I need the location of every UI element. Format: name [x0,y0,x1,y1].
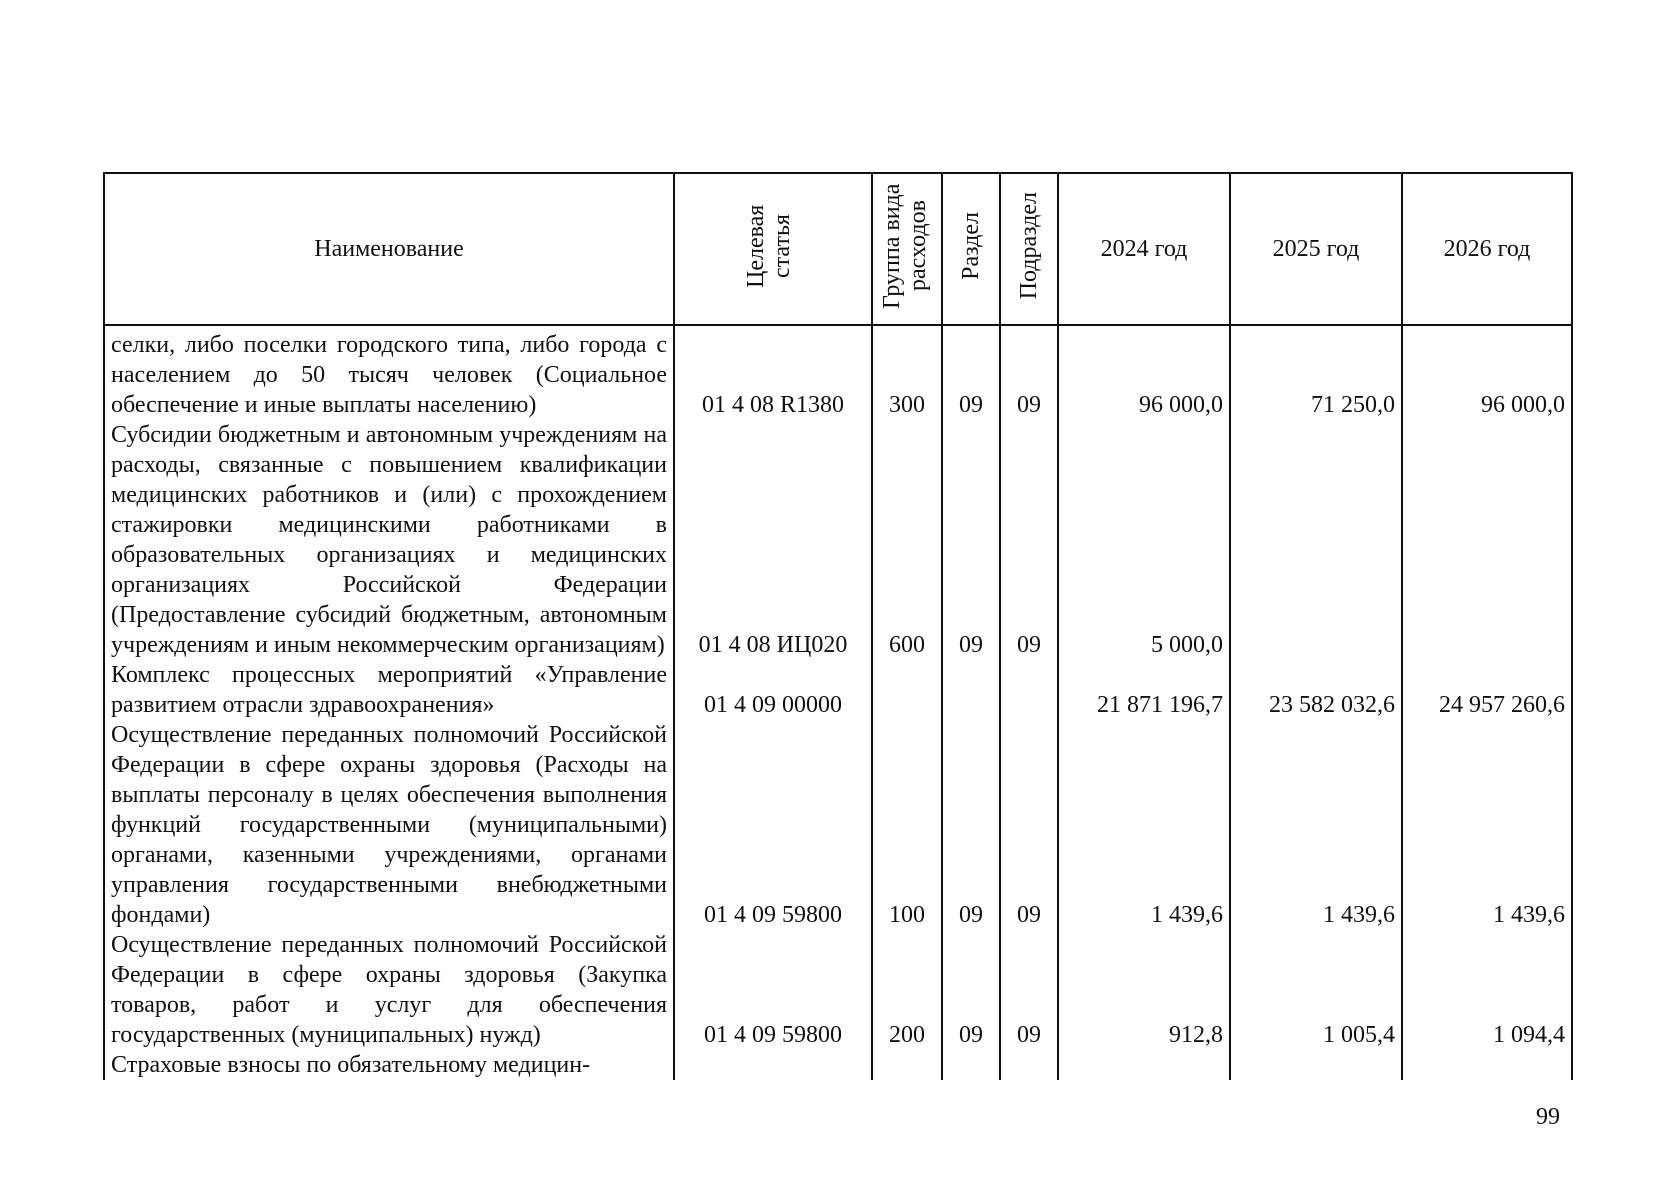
row-expense-group: 300 [872,325,942,420]
row-target-article [674,1050,872,1080]
table-row [104,420,1572,660]
header-expense-group: Группа вида расходов [872,173,942,325]
row-target-article: 01 4 09 59800 [674,720,872,930]
header-section: Раздел [942,173,1000,325]
row-target-article: 01 4 09 59800 [674,930,872,1050]
row-name: Осуществление переданных полномочий Российской Федерации в сфере охраны здоровья (Закупка товаров, работ и услуг для обеспечения государственных (муниципальных) нужд) [104,930,674,1050]
row-subsection: 09 [1000,420,1058,660]
table-header-row [104,173,1572,325]
table-row [104,720,1572,930]
row-amount-2026: 24 957 260,6 [1402,660,1572,720]
row-target-article: 01 4 09 00000 [674,660,872,720]
row-amount-2025: 71 250,0 [1230,325,1402,420]
row-expense-group: 100 [872,720,942,930]
table-row [104,660,1572,720]
row-amount-2024: 1 439,6 [1058,720,1230,930]
header-subsection: Подраздел [1000,173,1058,325]
row-amount-2025 [1230,1050,1402,1080]
row-section: 09 [942,930,1000,1050]
page-number: 99 [1536,1104,1560,1130]
row-section: 09 [942,720,1000,930]
row-amount-2026: 1 439,6 [1402,720,1572,930]
row-name: Комплекс процессных мероприятий «Управление развитием отрасли здравоохранения» [104,660,674,720]
row-subsection [1000,660,1058,720]
header-2026: 2026 год [1402,173,1572,325]
row-subsection: 09 [1000,325,1058,420]
row-expense-group: 600 [872,420,942,660]
row-name: Субсидии бюджетным и автономным учреждениям на расходы, связанные с повышением квалификации медицинских работников и (или) с прохождением стажировки медицинскими работниками в образовательных организациях и медицинских организациях Российской Федерации (Предоставление субсидий бюджетным, автономным учреждениям и иным некоммерческим организациям) [104,420,674,660]
table-row [104,930,1572,1050]
row-target-article: 01 4 08 R1380 [674,325,872,420]
row-amount-2024 [1058,1050,1230,1080]
row-amount-2025: 23 582 032,6 [1230,660,1402,720]
row-subsection: 09 [1000,720,1058,930]
row-section: 09 [942,420,1000,660]
row-name: селки, либо поселки городского типа, либо города с населением до 50 тысяч человек (Социальное обеспечение и иные выплаты населению) [104,325,674,420]
row-subsection [1000,1050,1058,1080]
row-target-article: 01 4 08 ИЦ020 [674,420,872,660]
row-amount-2026 [1402,1050,1572,1080]
row-amount-2026: 1 094,4 [1402,930,1572,1050]
row-expense-group: 200 [872,930,942,1050]
row-section: 09 [942,325,1000,420]
row-amount-2026: 96 000,0 [1402,325,1572,420]
row-amount-2025 [1230,420,1402,660]
row-expense-group [872,1050,942,1080]
row-amount-2024: 912,8 [1058,930,1230,1050]
row-subsection: 09 [1000,930,1058,1050]
header-2025: 2025 год [1230,173,1402,325]
row-name: Осуществление переданных полномочий Российской Федерации в сфере охраны здоровья (Расходы на выплаты персоналу в целях обеспечения выполнения функций государственными (муниципальными) органами, казенными учреждениями, органами управления государственными внебюджетными фондами) [104,720,674,930]
table-row [104,325,1572,420]
row-expense-group [872,660,942,720]
row-amount-2025: 1 439,6 [1230,720,1402,930]
row-name: Страховые взносы по обязательному медицин- [104,1050,674,1080]
row-section [942,1050,1000,1080]
table-row [104,1050,1572,1080]
header-target-article: Целевая статья [674,173,872,325]
row-amount-2024: 5 000,0 [1058,420,1230,660]
row-amount-2026 [1402,420,1572,660]
budget-table [103,172,1573,1080]
row-amount-2024: 21 871 196,7 [1058,660,1230,720]
row-amount-2024: 96 000,0 [1058,325,1230,420]
header-name: Наименование [104,173,674,325]
header-2024: 2024 год [1058,173,1230,325]
row-amount-2025: 1 005,4 [1230,930,1402,1050]
row-section [942,660,1000,720]
